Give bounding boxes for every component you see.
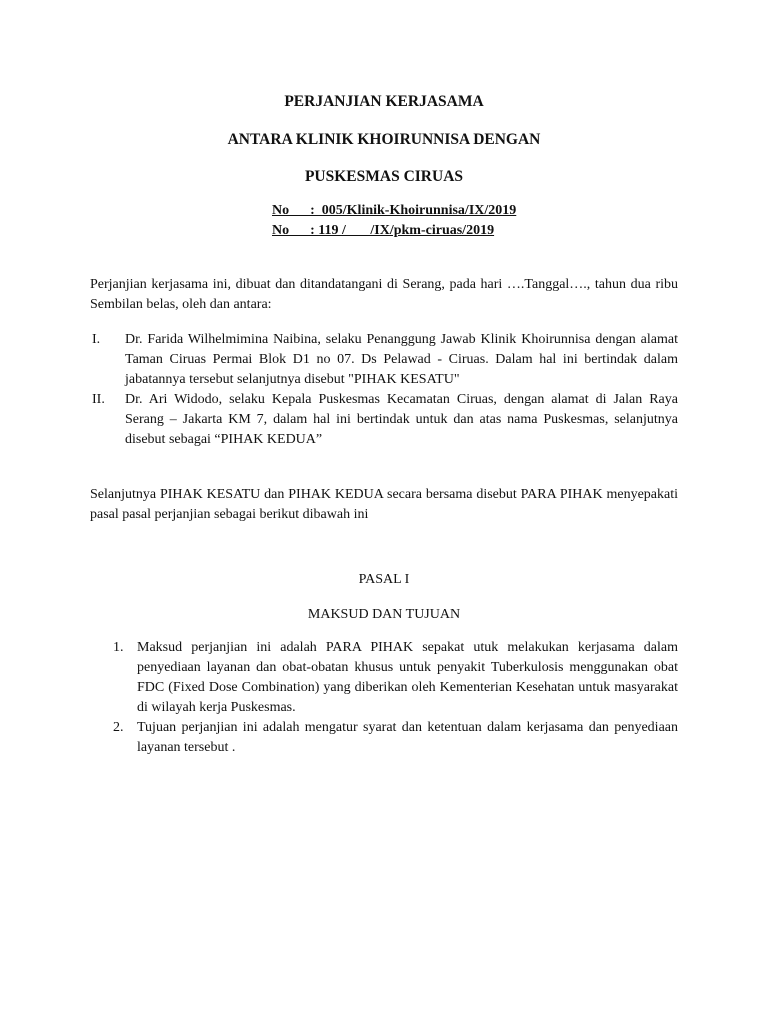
list-number: 2. <box>113 720 124 735</box>
list-number: I. <box>92 332 101 347</box>
title-line-3: PUSKESMAS CIRUAS <box>304 168 464 185</box>
document-numbers <box>272 203 516 243</box>
list-text: Tujuan perjanjian ini adalah mengatur syarat dan ketentuan dalam kerjasama dan penyediaan layanan tersebut . <box>137 720 678 755</box>
list-number: 1. <box>113 640 124 655</box>
list-item <box>113 638 678 718</box>
intro-paragraph: Perjanjian kerjasama ini, dibuat dan ditandatangani di Serang, pada hari ….Tanggal…., tahun dua ribu Sembilan belas, oleh dan antara: <box>90 277 678 312</box>
list-number: II. <box>92 392 105 407</box>
agreement-paragraph: Selanjutnya PIHAK KESATU dan PIHAK KEDUA secara bersama disebut PARA PIHAK menyepakati pasal pasal perjanjian sebagai berikut dibawah ini <box>90 487 678 522</box>
list-text: Dr. Ari Widodo, selaku Kepala Puskesmas Kecamatan Ciruas, dengan alamat di Jalan Raya Serang – Jakarta KM 7, dalam hal ini bertindak untuk dan atas nama Puskesmas, selanjutnya disebut sebagai “PIHAK KEDUA” <box>125 392 678 447</box>
pasal-items <box>113 638 678 758</box>
pasal-subheading: MAKSUD DAN TUJUAN <box>307 607 461 622</box>
list-item <box>113 718 678 758</box>
pasal-heading: PASAL I <box>358 572 410 587</box>
title-line-1: PERJANJIAN KERJASAMA <box>284 93 484 110</box>
title-line-2: ANTARA KLINIK KHOIRUNNISA DENGAN <box>227 131 541 148</box>
list-item <box>92 330 678 390</box>
list-item <box>92 390 678 450</box>
list-text: Dr. Farida Wilhelmimina Naibina, selaku Penanggung Jawab Klinik Khoirunnisa dengan alamat Taman Ciruas Permai Blok D1 no 07. Ds Pelawad - Ciruas. Dalam hal ini bertindak dalam jabatannya tersebut selanjutnya disebut "PIHAK KESATU" <box>125 332 678 387</box>
number-puskesmas: No : 119 / /IX/pkm-ciruas/2019 <box>272 223 495 238</box>
list-text: Maksud perjanjian ini adalah PARA PIHAK sepakat utuk melakukan kerjasama dalam penyediaan layanan dan obat-obatan khusus untuk penyakit Tuberkulosis menggunakan obat FDC (Fixed Dose Combination) yang diberikan oleh Kementerian Kesehatan untuk masyarakat di wilayah kerja Puskesmas. <box>137 640 678 715</box>
number-klinik: No : 005/Klinik-Khoirunnisa/IX/2019 <box>272 203 517 218</box>
parties-list <box>92 330 678 450</box>
